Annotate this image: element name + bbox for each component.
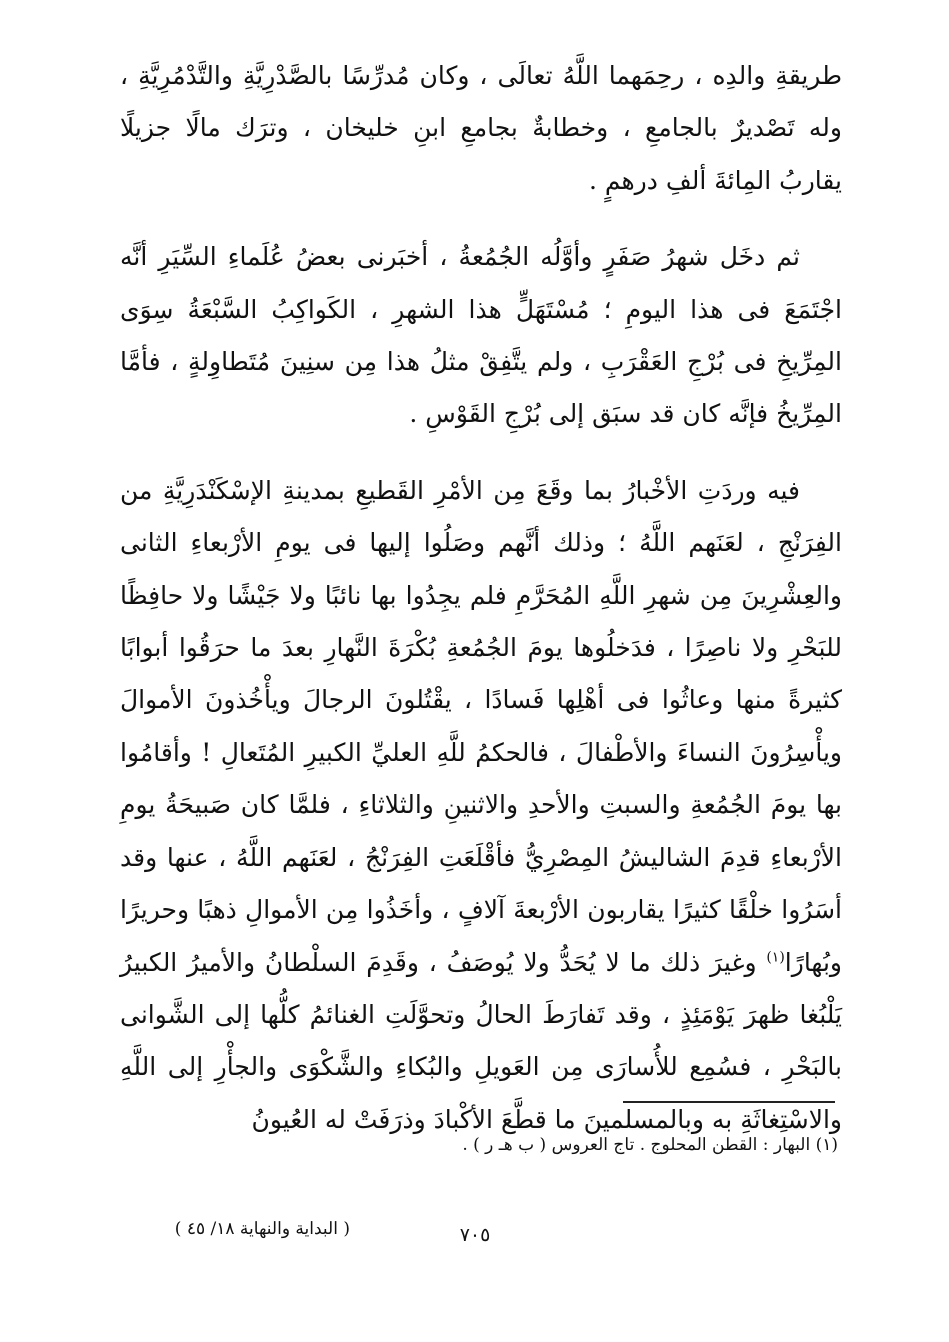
paragraph-1-text: طريقةِ والدِه ، رحِمَهما اللَّهُ تعالَى ، وكان مُدرِّسًا بالصَّدْرِيَّةِ والتَّدْمُرِيَّةِ ، وله تَصْديرٌ بالجامعِ ، وخطابةٌ بجامعِ ابنِ خليخان ، وترَك مالًا جزيلًا يقاربُ المِائةَ ألفِ درهمٍ . [120, 61, 842, 195]
paragraph-3-text-before-note: فيه وردَتِ الأخْبارُ بما وقَعَ مِن الأمْرِ القَطيعِ بمدينةِ الإسْكَنْدَرِيَّةِ من الفِرَنْجِ ، لعَنَهم اللَّهُ ؛ وذلك أنَّهم وصَلُوا إليها فى يومِ الأرْبعاءِ الثانى والعِشْرِينَ مِن شهرِ اللَّهِ المُحَرَّمِ فلم يجِدُوا بها نائبًا ولا جَيْشًا ولا حافِظًا للبَحْرِ ولا ناصِرًا ، فدَخلُوها يومَ الجُمُعةِ بُكْرَةَ النَّهارِ بعدَ ما حرَقُوا أبوابًا كثيرةً منها وعاثُوا فى أهْلِها فَسادًا ، يقْتُلونَ الرجالَ ويأْخُذونَ الأموالَ ويأْسِرُونَ النساءَ والأطْفالَ ، فالحكمُ للَّهِ العليِّ الكبيرِ المُتَعالِ ! وأقامُوا بها يومَ الجُمُعةِ والسبتِ والأحدِ والاثنينِ والثلاثاءِ ، فلمَّا كان صَبيحَةُ يومِ الأرْبعاءِ قدِمَ الشاليشُ المِصْرِيُّ فأقْلَعَتِ الفِرَنْجُ ، لعَنَهم اللَّهُ ، عنها وقد أسَرُوا خلْقًا كثيرًا يقاربون الأرْبعةَ آلافٍ ، وأخَذُوا مِن الأموالِ ذهبًا وحريرًا وبُهارًا [120, 475, 842, 977]
footnote: (١) البهار : القطن المحلوج . تاج العروس ( ب هـ ر ) . [462, 1135, 838, 1155]
paragraph-3-text-after-note: وغيرَ ذلك ما لا يُحَدُّ ولا يُوصَفُ ، وقَدِمَ السلْطانُ والأميرُ الكبيرُ يَلْبُغا ظهرَ يَوْمَئِذٍ ، وقد تَفارَطَ الحالُ وتحوَّلَتِ الغنائمُ كلُّها إلى الشَّوانى بالبَحْرِ ، فسُمِع للأُسارَى مِن العَويلِ والبُكاءِ والشَّكْوَى والجأْرِ إلى اللَّهِ والاسْتِغاثَةِ به وبالمسلمينَ ما قطَّعَ الأكْبادَ وذرَفَتْ له العُيونُ [120, 947, 842, 1134]
footnote-separator [623, 1101, 835, 1103]
source-reference: ( البداية والنهاية ١٨/ ٤٥ ) [174, 1219, 350, 1239]
paragraph-2-text: ثم دخَل شهرُ صَفَرٍ وأوَّلُه الجُمُعةُ ، أخبَرنى بعضُ عُلَماءِ السِّيَرِ أنَّه اجْتَمَعَ فى هذا اليومِ ؛ مُسْتَهَلٍّ هذا الشهرِ ، الكَواكِبُ السَّبْعَةُ سِوَى المِرِّيخِ فى بُرْجِ العَقْرَبِ ، ولم يتَّفِقْ مثلُ هذا مِن سنِينَ مُتَطاوِلةٍ ، فأمَّا المِرِّيخُ فإنَّه كان قد سبَق إلى بُرْجِ القَوْسِ . [120, 242, 842, 429]
paragraph-3 [120, 465, 842, 1146]
main-text [120, 50, 842, 1146]
paragraph-1 [120, 50, 842, 207]
page-number: ٧٠٥ [459, 1224, 491, 1246]
footnote-marker: (١) [766, 949, 785, 966]
paragraph-2 [120, 231, 842, 441]
